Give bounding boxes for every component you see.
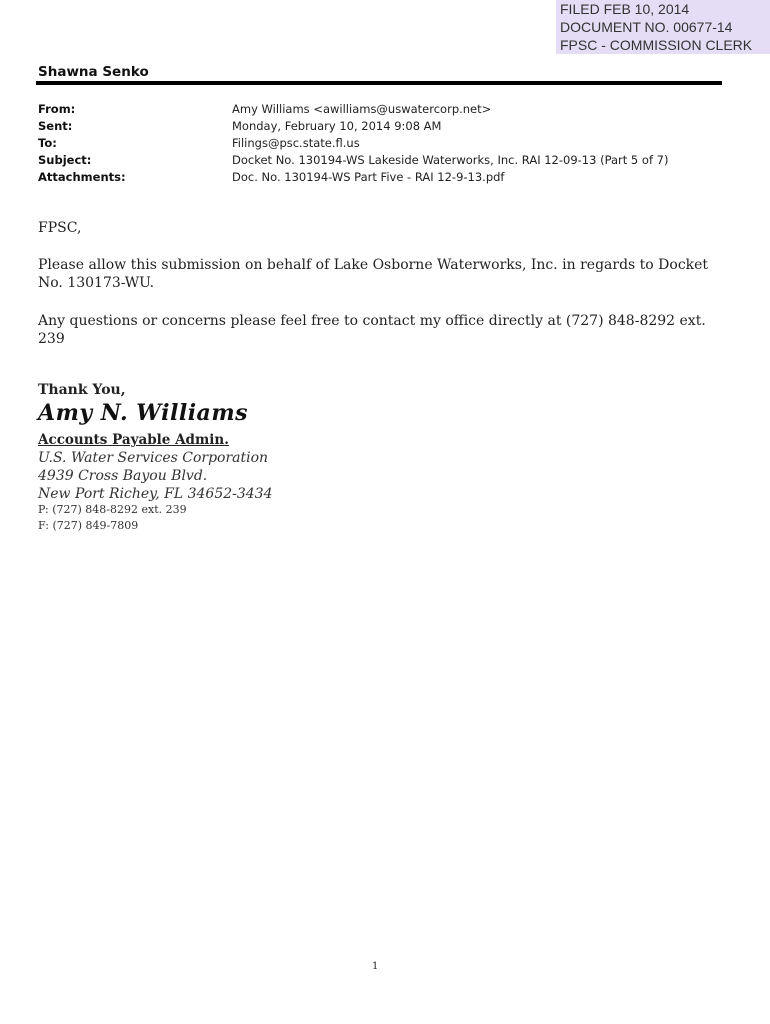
body-paragraph-2: Any questions or concerns please feel free to contact my office directly at (727) 848-8292 ext. 239 [38,313,706,347]
signature-phone: P: (727) 848-8292 ext. 239 [38,503,187,516]
from-value: Amy Williams <awilliams@uswatercorp.net> [232,102,492,116]
to-value: Filings@psc.state.fl.us [232,136,360,150]
attachments-value: Doc. No. 130194-WS Part Five - RAI 12-9-13.pdf [232,170,505,184]
sent-value: Monday, February 10, 2014 9:08 AM [232,119,442,133]
subject-label: Subject: [38,153,92,167]
subject-row [38,152,668,169]
attachments-label: Attachments: [38,170,126,184]
from-row [38,101,668,118]
closing: Thank You, [38,382,126,398]
sent-row [38,118,668,135]
sent-label: Sent: [38,119,73,133]
header-rule [36,81,722,85]
from-label: From: [38,102,76,116]
filing-stamp [556,0,770,54]
signature-street: 4939 Cross Bayou Blvd. [38,468,208,484]
to-row [38,135,668,152]
page-number: 1 [372,961,379,972]
signature-fax: F: (727) 849-7809 [38,519,139,532]
email-header [38,101,668,186]
subject-value: Docket No. 130194-WS Lakeside Waterworks, Inc. RAI 12-09-13 (Part 5 of 7) [232,153,669,167]
body-paragraph-1: Please allow this submission on behalf of Lake Osborne Waterworks, Inc. in regards to Docket No. 130173-WU. [38,257,709,291]
signature-title: Accounts Payable Admin. [38,432,229,448]
stamp-filed-date: FILED FEB 10, 2014 [560,1,690,17]
greeting: FPSC, [38,220,82,236]
signature-company: U.S. Water Services Corporation [38,450,269,466]
stamp-clerk: FPSC - COMMISSION CLERK [560,37,753,53]
signature-city: New Port Richey, FL 34652-3434 [38,486,273,502]
signature-name: Amy N. Williams [38,400,248,426]
attachments-row [38,169,668,186]
header-name: Shawna Senko [38,64,149,80]
stamp-document-number: DOCUMENT NO. 00677-14 [560,19,733,35]
to-label: To: [38,136,57,150]
